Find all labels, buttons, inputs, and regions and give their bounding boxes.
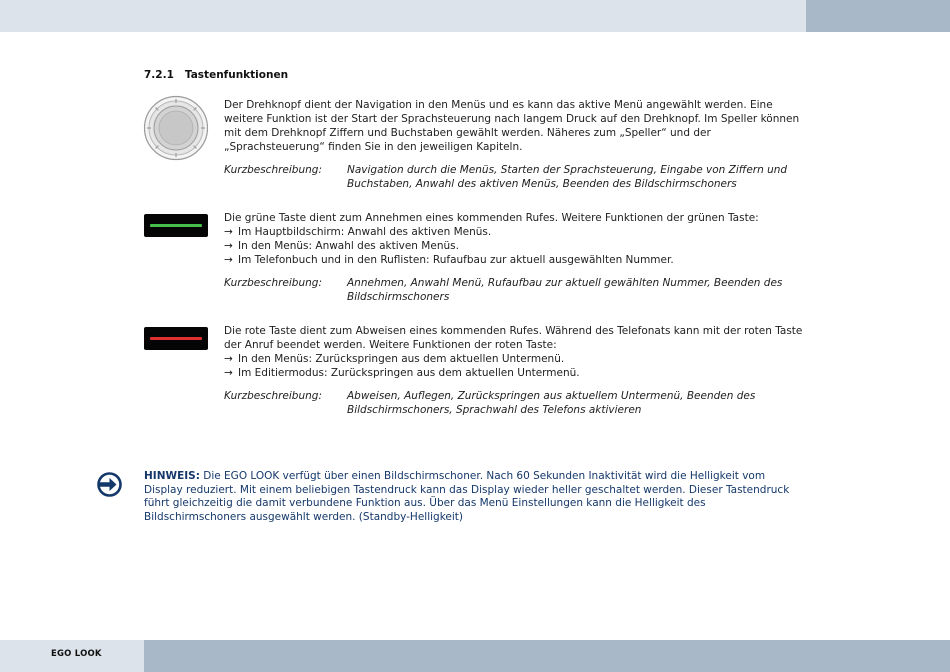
- header-band-light: [0, 0, 806, 32]
- red-key-intro: Die rote Taste dient zum Abweisen eines kommenden Rufes. Während des Telefonats kann mit der roten Taste der Anruf beendet werden. Weitere Funktionen der roten Taste:: [224, 325, 803, 351]
- green-kurz-value: Annehmen, Anwahl Menü, Rufaufbau zur aktuell gewählten Nummer, Beenden des Bildschirmschoners: [347, 277, 783, 303]
- knob-description: [224, 98, 809, 154]
- list-item: [224, 239, 809, 253]
- section-title: Tastenfunktionen: [184, 69, 289, 81]
- arrow-glyph: →: [224, 353, 233, 365]
- knob-kurz-value: Navigation durch die Menüs, Starten der Sprachsteuerung, Eingabe von Ziffern und Buchstaben, Anwahl des aktiven Menüs, Beenden des Bildschirmschoners: [347, 164, 788, 190]
- green-kurz-label: Kurzbeschreibung:: [224, 277, 322, 289]
- red-kurz-value: Abweisen, Auflegen, Zurückspringen aus aktuellem Untermenü, Beenden des Bildschirmschoners, Sprachwahl des Telefons aktivieren: [347, 390, 756, 416]
- arrow-right-circle-icon: [97, 472, 122, 497]
- arrow-glyph: →: [224, 254, 233, 266]
- red-key-stripe: [150, 337, 202, 340]
- header-band-dark: [806, 0, 950, 32]
- list-item-text: Im Hauptbildschirm: Anwahl des aktiven Menüs.: [238, 226, 492, 238]
- arrow-glyph: →: [224, 367, 233, 379]
- list-item: [224, 225, 809, 239]
- green-call-key-icon: [144, 214, 208, 237]
- knob-short-description: [224, 163, 809, 191]
- hint-body: Die EGO LOOK verfügt über einen Bildschirmschoner. Nach 60 Sekunden Inaktivität wird die Helligkeit vom Display reduziert. Mit einem beliebigen Tastendruck kann das Display wieder heller geschaltet werden. Dieser Tastendruck führt gleichzeitig die damit verbundene Funktion aus. Über das Menü Einstellungen kann die Helligkeit des Bildschirmschoners ausgewählt werden. (Standby-Helligkeit): [144, 470, 790, 523]
- red-key-description: [224, 324, 809, 380]
- list-item-text: In den Menüs: Anwahl des aktiven Menüs.: [238, 240, 459, 252]
- list-item: [224, 253, 809, 267]
- section-heading: [144, 69, 288, 81]
- footer-band-dark: [144, 640, 950, 672]
- rotary-knob-icon: [143, 95, 209, 161]
- list-item-text: Im Editiermodus: Zurückspringen aus dem aktuellen Untermenü.: [238, 367, 580, 379]
- section-number: 7.2.1: [144, 69, 174, 81]
- knob-text: Der Drehknopf dient der Navigation in den Menüs und es kann das aktive Menü angewählt werden. Eine weitere Funktion ist der Start der Sprachsteuerung nach langem Druck auf den Drehknopf. Im Speller können mit dem Drehknopf Ziffern und Buchstaben gewählt werden. Näheres zum „Speller“ und der „Sprachsteuerung“ finden Sie in den jeweiligen Kapiteln.: [224, 99, 800, 153]
- list-item-text: In den Menüs: Zurückspringen aus dem aktuellen Untermenü.: [238, 353, 565, 365]
- red-kurz-label: Kurzbeschreibung:: [224, 390, 322, 402]
- green-key-stripe: [150, 224, 202, 227]
- list-item: [224, 366, 809, 380]
- red-key-short-description: [224, 389, 809, 417]
- list-item-text: Im Telefonbuch und in den Ruflisten: Rufaufbau zur aktuell ausgewählten Nummer.: [238, 254, 674, 266]
- hint-note: [144, 470, 804, 524]
- green-key-intro: Die grüne Taste dient zum Annehmen eines kommenden Rufes. Weitere Funktionen der grünen Taste:: [224, 212, 759, 224]
- green-key-short-description: [224, 276, 809, 304]
- red-end-key-icon: [144, 327, 208, 350]
- list-item: [224, 352, 809, 366]
- knob-kurz-label: Kurzbeschreibung:: [224, 164, 322, 176]
- arrow-glyph: →: [224, 226, 233, 238]
- hint-label: HINWEIS:: [144, 470, 200, 482]
- arrow-glyph: →: [224, 240, 233, 252]
- green-key-description: [224, 211, 809, 267]
- footer-product-name: EGO LOOK: [51, 649, 102, 659]
